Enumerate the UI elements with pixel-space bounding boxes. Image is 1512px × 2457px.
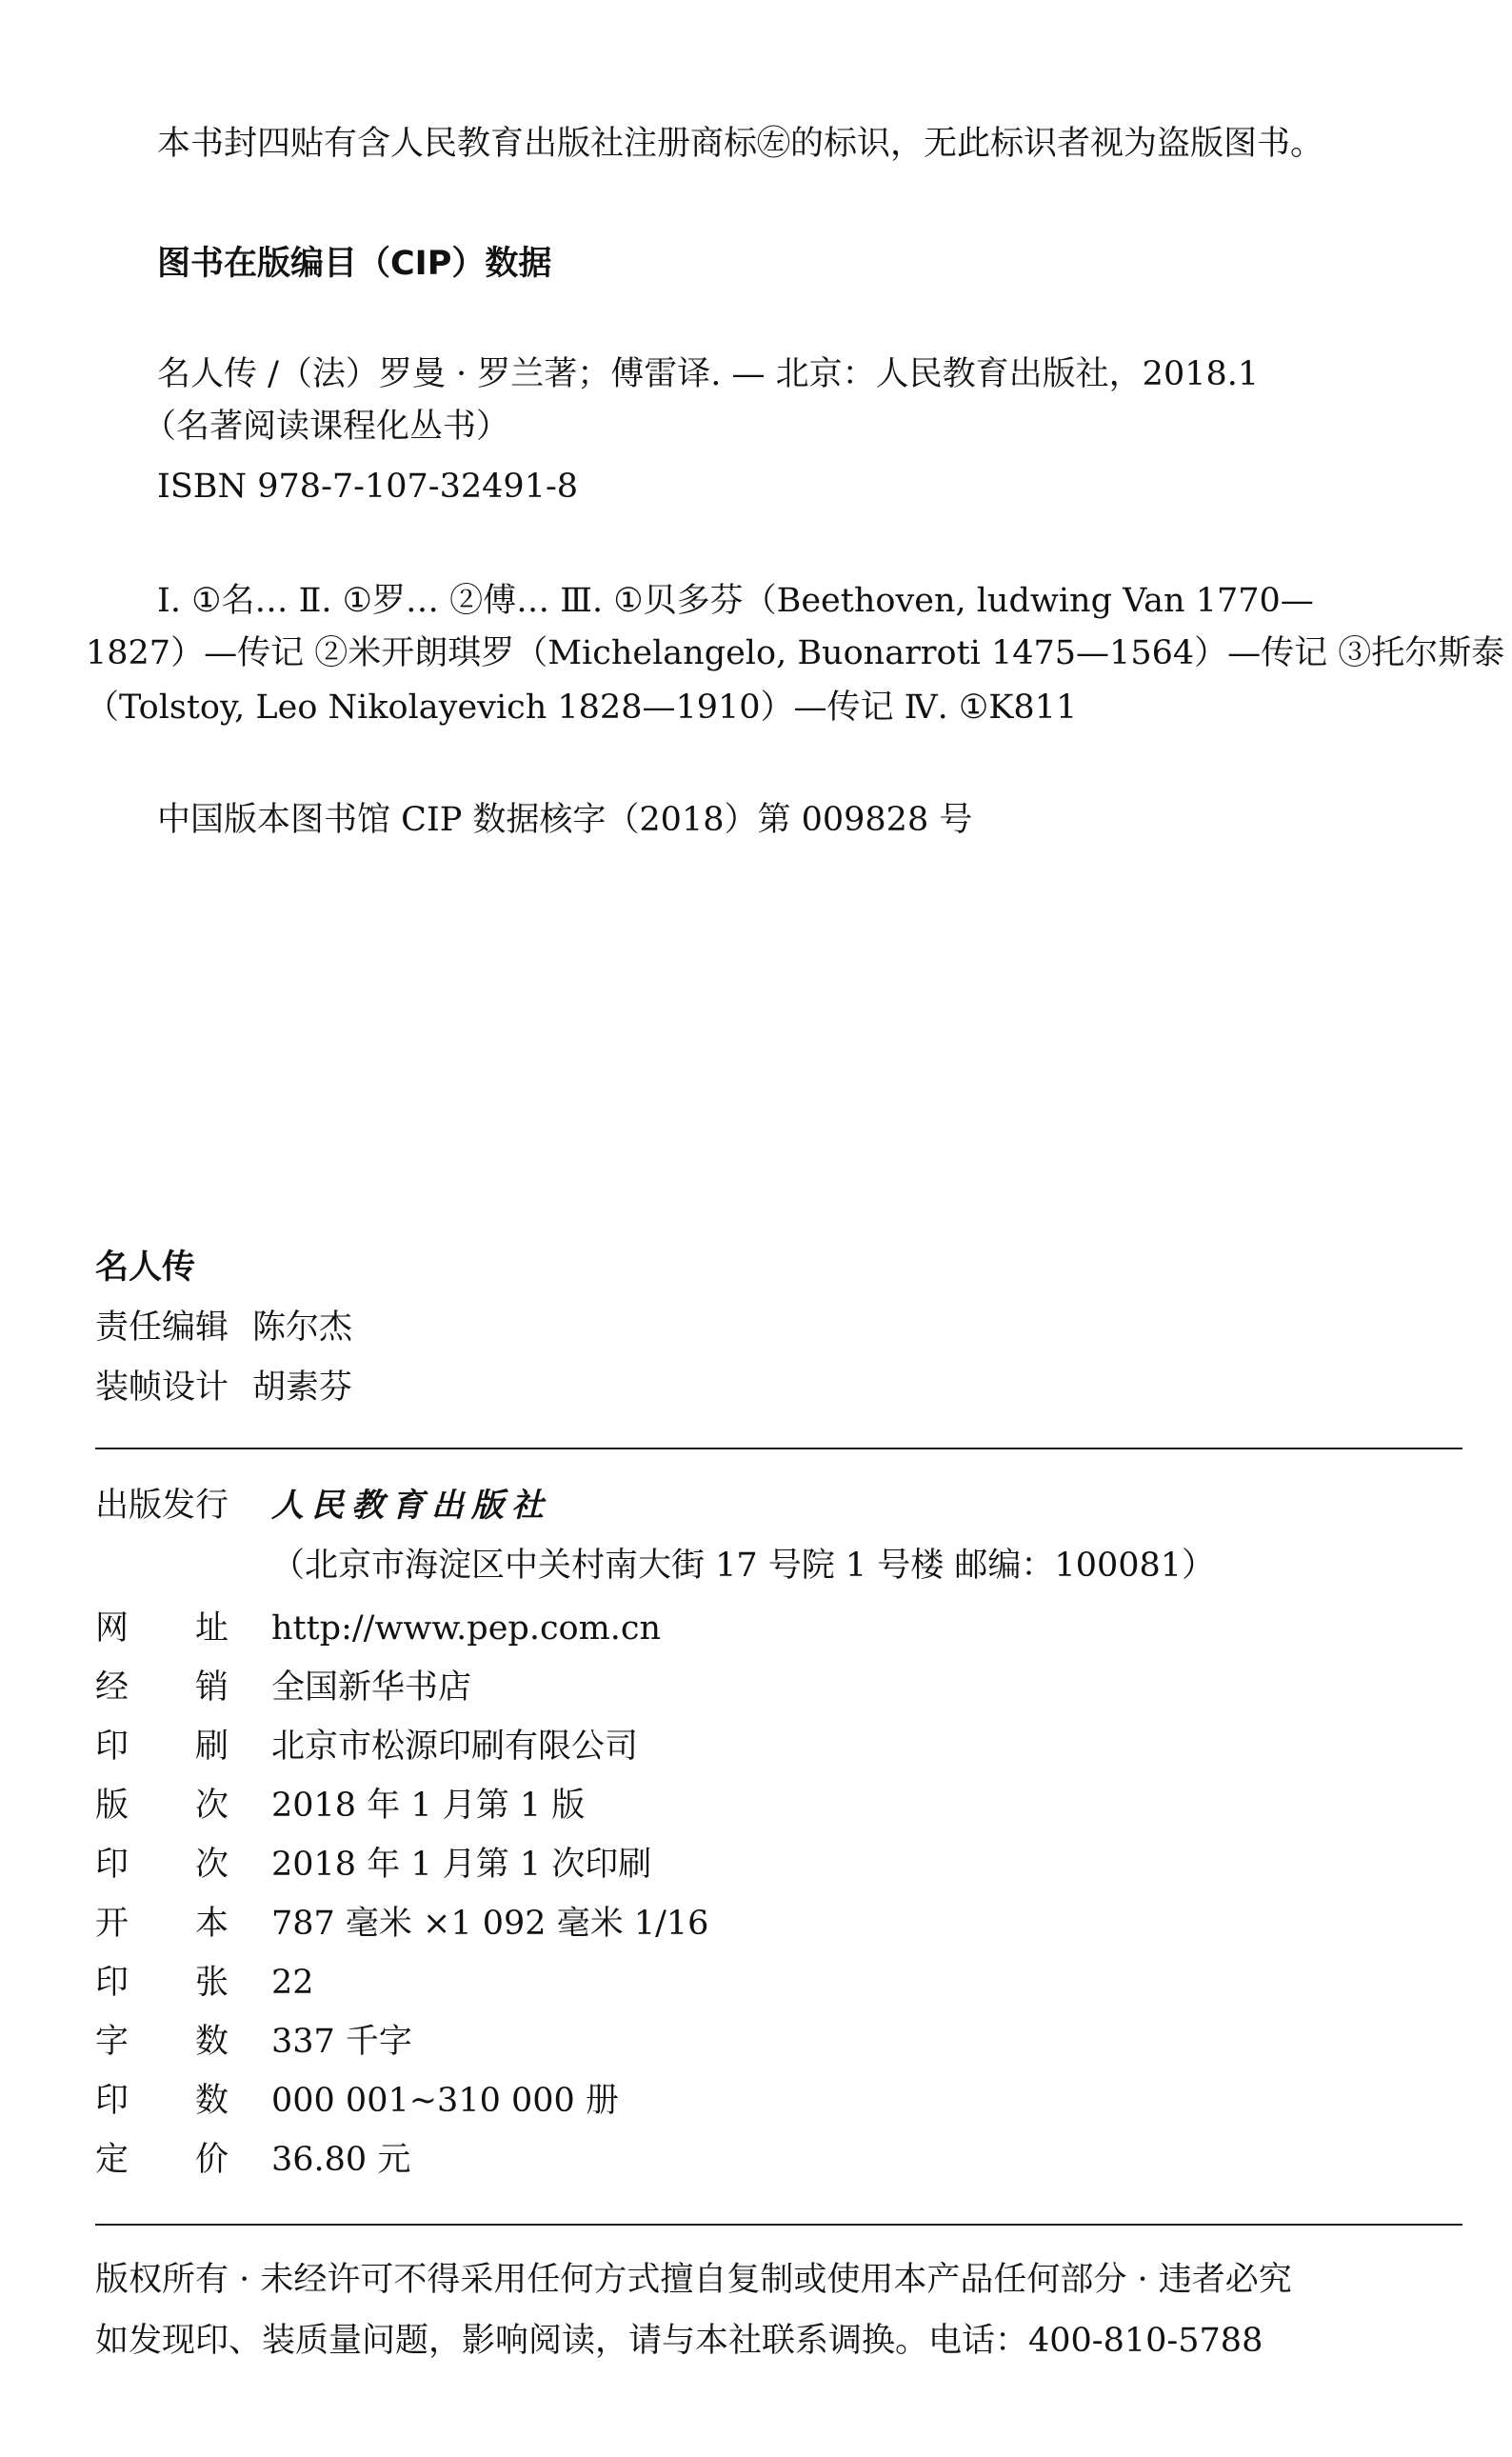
imprint-label: 网: [95, 1609, 129, 1648]
imprint-value: 全国新华书店: [271, 1668, 472, 1707]
imprint-row: [95, 1845, 651, 1885]
classification-line: 1827）—传记 ②米开朗琪罗（Michelangelo, Buonarroti 1475—1564）—传记 ③托尔斯泰: [86, 634, 1505, 672]
imprint-label: 价: [194, 2141, 229, 2179]
imprint-value: 337 千字: [271, 2023, 412, 2061]
publisher-address: （北京市海淀区中关村南大街 17 号院 1 号楼 邮编：100081）: [271, 1547, 1216, 1585]
publisher-label: 出版发行: [95, 1487, 229, 1525]
cip-approval-number: 中国版本图书馆 CIP 数据核字（2018）第 009828 号: [157, 801, 973, 839]
cip-line: 名人传 /（法）罗曼 · 罗兰著；傅雷译. — 北京：人民教育出版社，2018.1: [157, 355, 1260, 393]
copyright-notice: 版权所有 · 未经许可不得采用任何方式擅自复制或使用本产品任何部分 · 违者必究: [95, 2261, 1292, 2299]
imprint-label: 刷: [194, 1728, 229, 1766]
imprint-label: 本: [194, 1905, 229, 1943]
website-link[interactable]: http://www.pep.com.cn: [271, 1609, 662, 1648]
imprint-row: [95, 1786, 585, 1826]
imprint-label: 印: [95, 2082, 129, 2120]
credit-value: 陈尔杰: [252, 1308, 353, 1347]
publisher-row: [95, 1486, 551, 1526]
classification-line: （Tolstoy, Leo Nikolayevich 1828—1910）—传记 Ⅳ. ①K811: [86, 689, 1078, 727]
imprint-row: [95, 2022, 412, 2062]
imprint-label: 数: [194, 2082, 229, 2120]
imprint-row: [95, 1668, 471, 1708]
imprint-label: 址: [194, 1609, 229, 1648]
imprint-value: 787 毫米 ×1 092 毫米 1/16: [271, 1905, 709, 1943]
imprint-label: 次: [194, 1846, 229, 1884]
imprint-label: 印: [95, 1846, 129, 1884]
imprint-label: 定: [95, 2141, 129, 2179]
imprint-row: [95, 2140, 410, 2180]
credit-label: 装帧设计: [95, 1368, 229, 1407]
credit-label: 责任编辑: [95, 1308, 229, 1347]
imprint-value: 22: [271, 1964, 314, 2002]
book-title: 名人传: [95, 1248, 196, 1287]
anti-piracy-notice: 本书封四贴有含人民教育出版社注册商标㊧的标识，无此标识者视为盗版图书。: [157, 125, 1324, 163]
imprint-row: [95, 1608, 661, 1648]
cip-isbn: ISBN 978-7-107-32491-8: [157, 468, 579, 506]
imprint-row: [95, 1727, 638, 1767]
quality-notice: 如发现印、装质量问题，影响阅读，请与本社联系调换。电话：400-810-5788: [95, 2322, 1263, 2360]
imprint-row: [95, 2081, 619, 2121]
imprint-value: 北京市松源印刷有限公司: [271, 1728, 639, 1766]
imprint-label: 销: [194, 1668, 229, 1707]
divider: [95, 2224, 1462, 2226]
cip-heading: 图书在版编目（CIP）数据: [157, 245, 552, 283]
imprint-label: 印: [95, 1728, 129, 1766]
imprint-label: 经: [95, 1668, 129, 1707]
cip-line: （名著阅读课程化丛书）: [143, 408, 510, 446]
imprint-value: 2018 年 1 月第 1 次印刷: [271, 1846, 652, 1884]
imprint-value: 2018 年 1 月第 1 版: [271, 1787, 586, 1825]
credit-row: [95, 1308, 352, 1348]
imprint-row: [95, 1963, 314, 2003]
imprint-row: [95, 1904, 708, 1944]
imprint-label: 版: [95, 1787, 129, 1825]
credit-value: 胡素芬: [252, 1368, 353, 1407]
classification-line: Ⅰ. ①名… Ⅱ. ①罗… ②傅… Ⅲ. ①贝多芬（Beethoven, ludwing Van 1770—: [157, 582, 1314, 620]
imprint-label: 开: [95, 1905, 129, 1943]
publisher-logo: 人民教育出版社: [271, 1487, 551, 1525]
price-value: 36.80 元: [271, 2141, 411, 2179]
imprint-label: 字: [95, 2023, 129, 2061]
imprint-label: 数: [194, 2023, 229, 2061]
imprint-label: 张: [194, 1964, 229, 2002]
imprint-label: 次: [194, 1787, 229, 1825]
imprint-value: 000 001~310 000 册: [271, 2082, 619, 2120]
credit-row: [95, 1368, 352, 1408]
imprint-label: 印: [95, 1964, 129, 2002]
divider: [95, 1448, 1462, 1449]
